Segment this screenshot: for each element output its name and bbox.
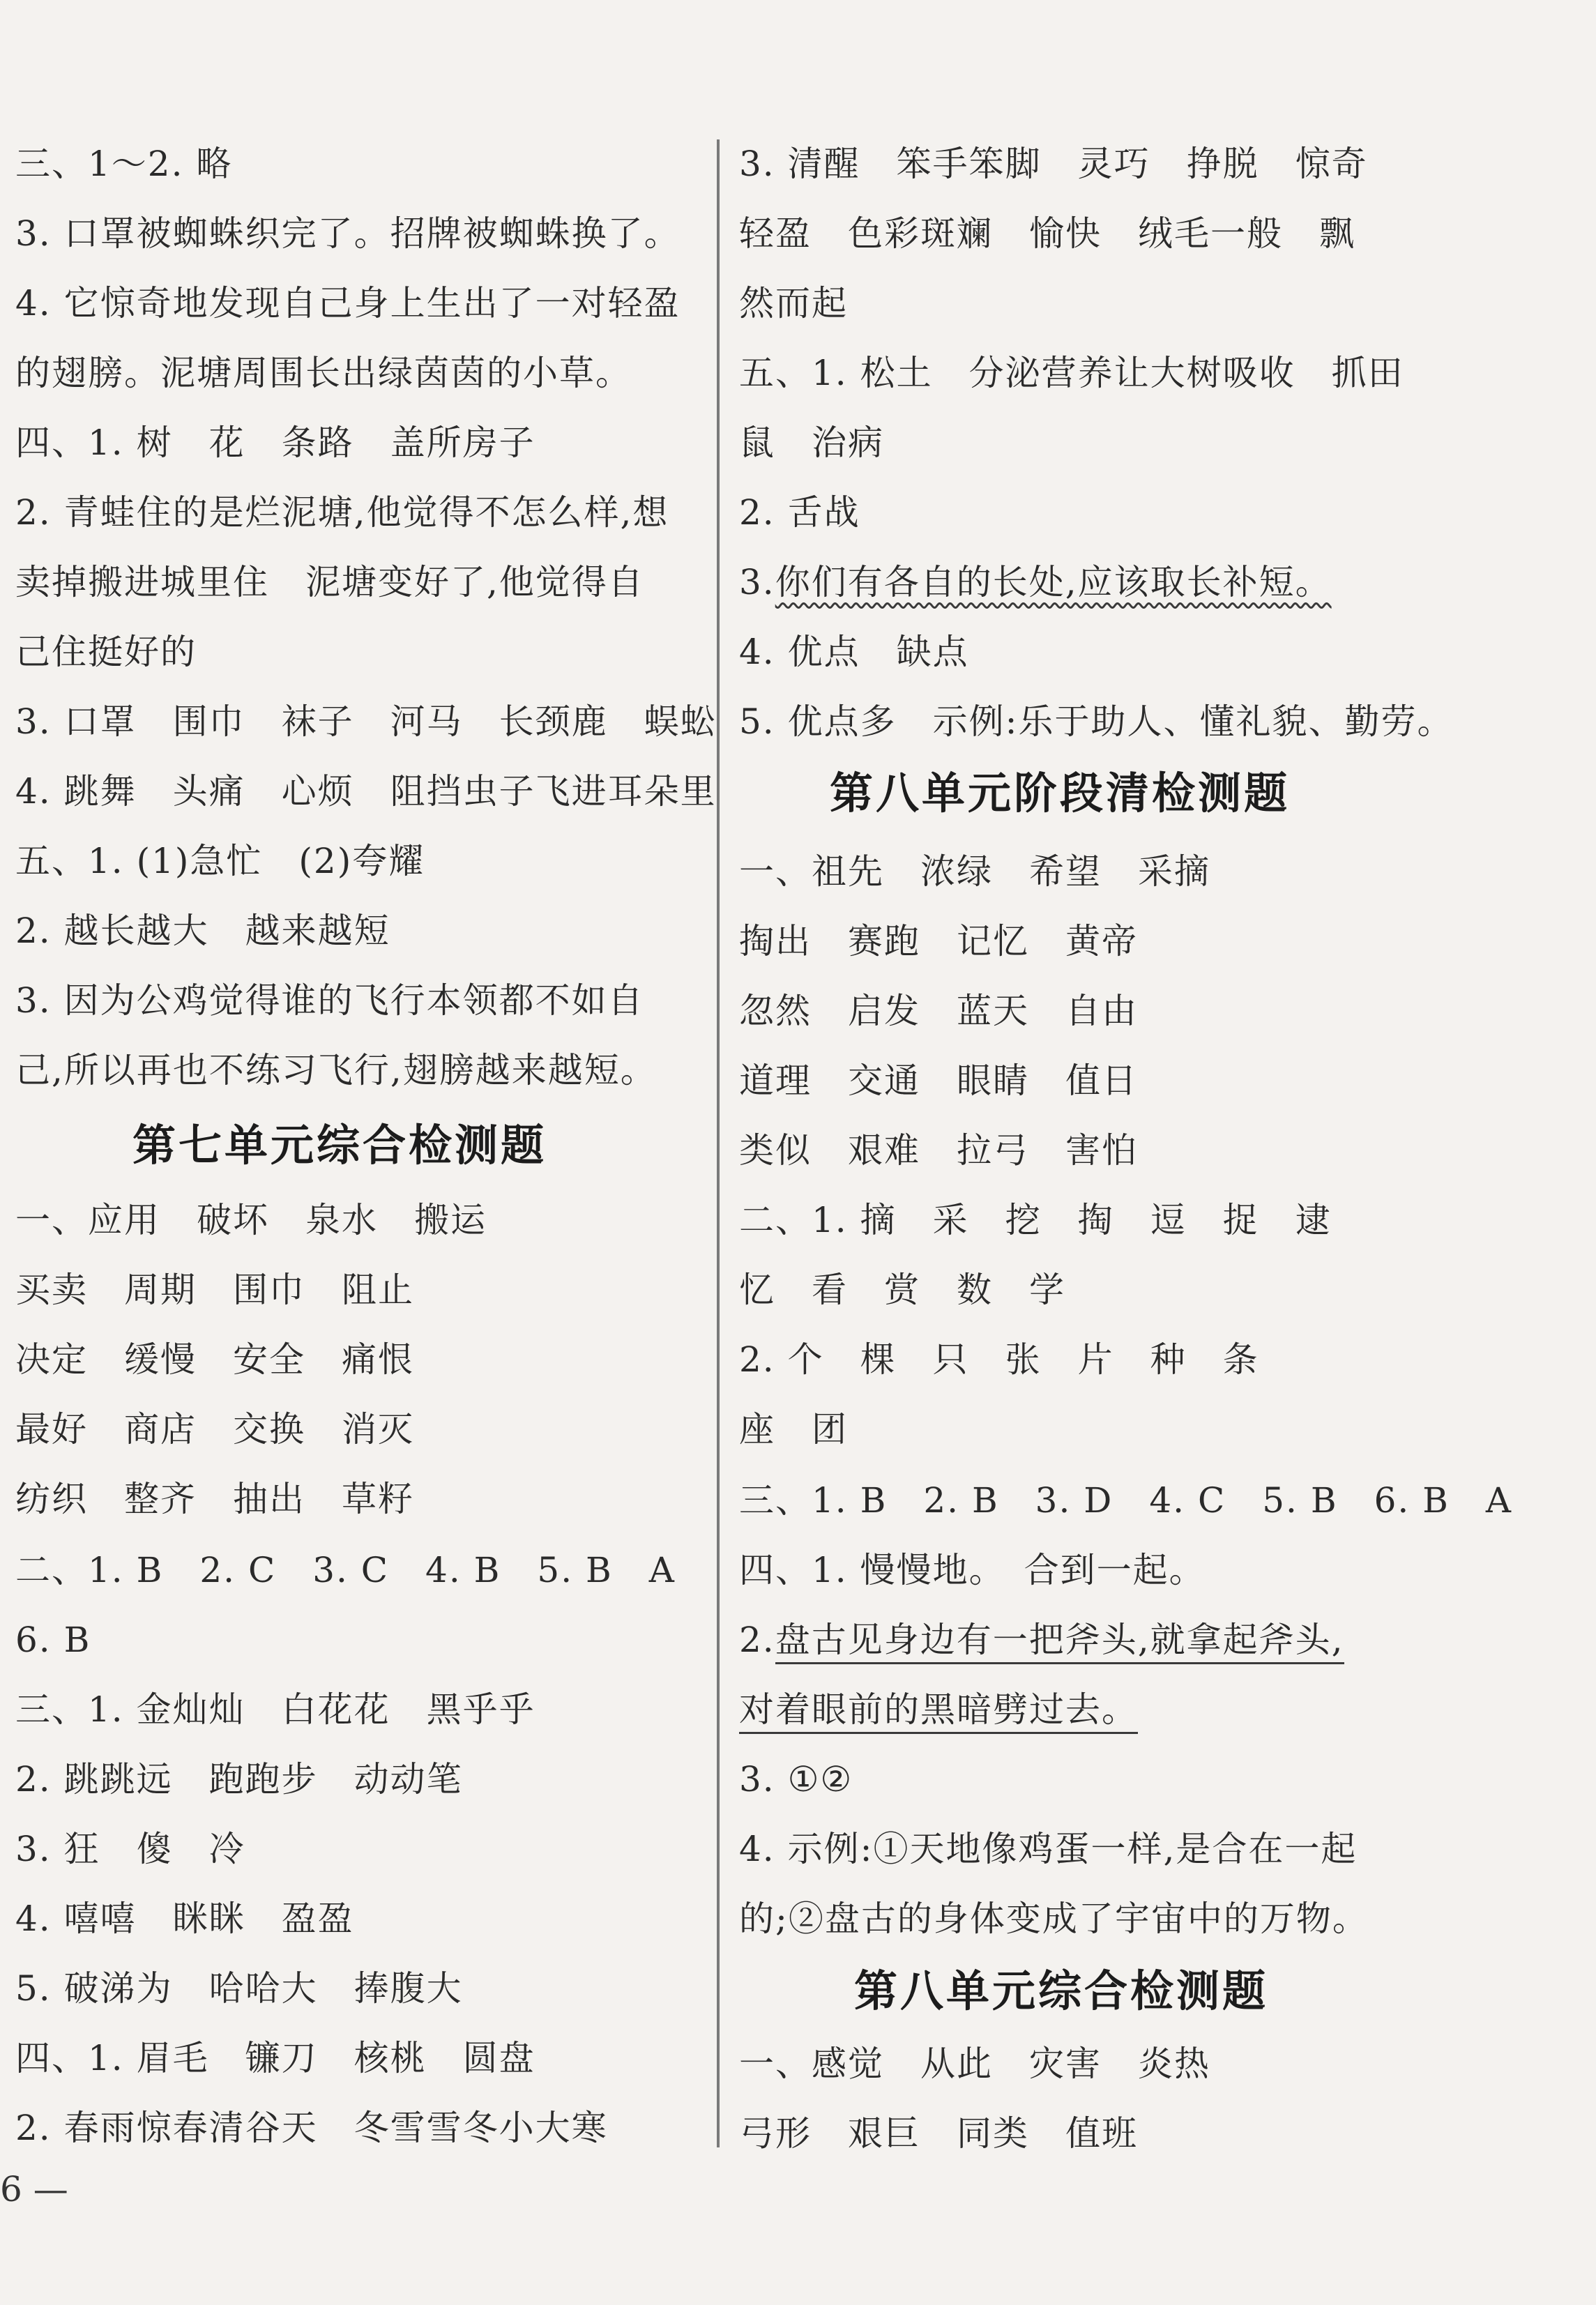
answer-line: 然而起 [739,283,848,324]
answer-line: 一、祖先 浓绿 希望 采摘 [739,851,1210,892]
answer-line: 忆 看 赏 数 学 [739,1270,1065,1310]
answer-line: 鼠 治病 [739,423,884,463]
answer-line: 类似 艰难 拉弓 害怕 [739,1130,1138,1171]
answer-line: 二、1. B 2. C 3. C 4. B 5. B A [15,1550,676,1590]
answer-line: 4. 嘻嘻 眯眯 盈盈 [15,1899,354,1939]
answer-line: 的翅膀。泥塘周围长出绿茵茵的小草。 [15,353,632,393]
page-number: 6 — [0,2169,68,2209]
answer-line: 掏出 赛跑 记忆 黄帝 [739,921,1138,961]
underlined-sentence-part2: 对着眼前的黑暗劈过去。 [739,1689,1138,1734]
answer-line-underlined [739,561,1332,603]
answer-line: 5. 优点多 示例:乐于助人、懂礼貌、勤劳。 [739,701,1454,742]
answer-line: 3. 清醒 笨手笨脚 灵巧 挣脱 惊奇 [739,144,1368,184]
answer-line-underlined [739,1619,1344,1664]
answer-line: 座 团 [739,1409,848,1450]
wavy-underlined-sentence: 你们有各自的长处,应该取长补短。 [775,562,1332,602]
answer-line: 道理 交通 眼睛 值日 [739,1060,1138,1101]
answer-line: 纺织 整齐 抽出 草籽 [15,1479,414,1519]
answer-line: 卖掉搬进城里住 泥塘变好了,他觉得自 [15,562,644,602]
answer-line: 买卖 周期 围巾 阻止 [15,1270,414,1310]
answer-line: 最好 商店 交换 消灭 [15,1409,414,1450]
answer-line: 4. 它惊奇地发现自己身上生出了一对轻盈 [15,283,681,324]
answer-line: 二、1. 摘 采 挖 掏 逗 捉 逮 [739,1200,1332,1240]
line-number: 2. [739,1620,775,1660]
answer-line: 四、1. 眉毛 镰刀 核桃 圆盘 [15,2038,535,2078]
column-divider [717,139,720,2147]
answer-line: 决定 缓慢 安全 痛恨 [15,1339,414,1380]
answer-line: 6. B [15,1620,91,1660]
section-heading-unit8-stage: 第八单元阶段清检测题 [830,768,1291,819]
answer-line: 3. 口罩被蜘蛛织完了。招牌被蜘蛛换了。 [15,213,681,254]
answer-line: 4. 跳舞 头痛 心烦 阻挡虫子飞进耳朵里 [15,771,717,812]
section-heading-unit8-comprehensive: 第八单元综合检测题 [854,1965,1269,2016]
answer-line: 3. 因为公鸡觉得谁的飞行本领都不如自 [15,980,644,1021]
answer-line: 四、1. 树 花 条路 盖所房子 [15,423,535,463]
answer-line: 2. 青蛙住的是烂泥塘,他觉得不怎么样,想 [15,492,669,533]
answer-line: 轻盈 色彩斑斓 愉快 绒毛一般 飘 [739,213,1355,254]
answer-line: 5. 破涕为 哈哈大 捧腹大 [15,1968,463,2009]
answer-line: 2. 春雨惊春清谷天 冬雪雪冬小大寒 [15,2108,608,2148]
answer-line: 己住挺好的 [15,632,197,672]
answer-line: 三、1. B 2. B 3. D 4. C 5. B 6. B A [739,1480,1513,1521]
underlined-sentence-part1: 盘古见身边有一把斧头,就拿起斧头, [775,1619,1344,1664]
answer-line: 弓形 艰巨 同类 值班 [739,2113,1138,2154]
answer-line: 3. 口罩 围巾 袜子 河马 长颈鹿 蜈蚣 [15,701,717,742]
answer-line: 三、1～2. 略 [15,144,233,184]
answer-line: 的;②盘古的身体变成了宇宙中的万物。 [739,1899,1369,1939]
section-heading-unit7: 第七单元综合检测题 [132,1120,547,1171]
answer-line: 2. 个 棵 只 张 片 种 条 [739,1339,1259,1380]
answer-line: 2. 舌战 [739,492,860,533]
answer-line: 3. 狂 傻 冷 [15,1829,245,1869]
answer-line: 忽然 启发 蓝天 自由 [739,991,1138,1031]
answer-line: 四、1. 慢慢地。 合到一起。 [739,1550,1206,1590]
answer-line: 3. ①② [739,1759,853,1800]
line-number: 3. [739,562,775,602]
answer-line: 2. 越长越大 越来越短 [15,911,390,951]
answer-line: 一、感觉 从此 灾害 炎热 [739,2044,1210,2084]
answer-line: 4. 示例:①天地像鸡蛋一样,是合在一起 [739,1829,1358,1869]
answer-line-underlined [739,1689,1138,1734]
answer-line: 一、应用 破坏 泉水 搬运 [15,1200,487,1240]
answer-line: 三、1. 金灿灿 白花花 黑乎乎 [15,1689,535,1730]
answer-line: 己,所以再也不练习飞行,翅膀越来越短。 [15,1050,657,1090]
answer-line: 4. 优点 缺点 [739,632,969,672]
answer-line: 五、1. (1)急忙 (2)夸耀 [15,841,425,881]
answer-line: 2. 跳跳远 跑跑步 动动笔 [15,1759,463,1800]
answer-line: 五、1. 松土 分泌营养让大树吸收 抓田 [739,353,1404,393]
